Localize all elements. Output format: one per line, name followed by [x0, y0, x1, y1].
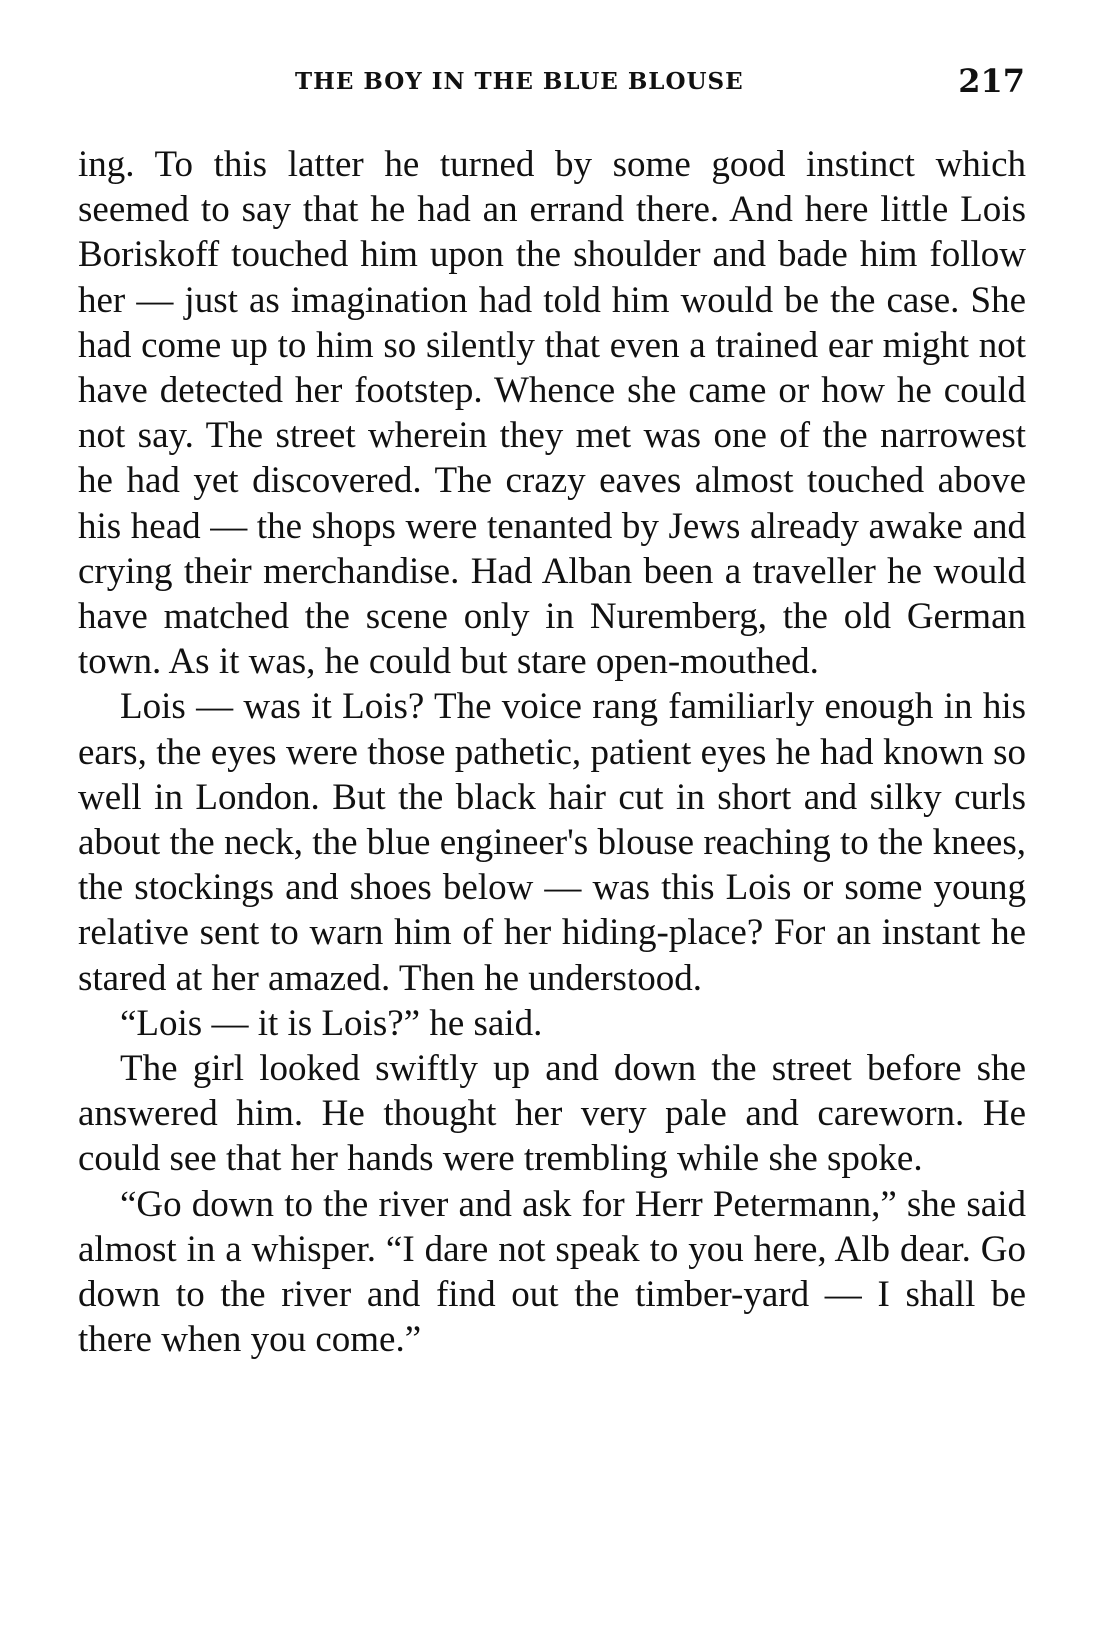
paragraph-4: The girl looked swiftly up and down the street before she answered him. He thought her very pale and careworn. He could see that her hands were trembling while she spoke.: [78, 1048, 1026, 1180]
paragraph-5: “Go down to the river and ask for Herr Petermann,” she said almost in a whisper. “I dare not speak to you here, Alb dear. Go down to the river and find out the timber-yard — I shall be there when you come.”: [78, 1183, 1026, 1361]
page-number: 217: [958, 62, 1025, 100]
paragraph-1: ing. To this latter he turned by some good instinct which seemed to say that he had an errand there. And here little Lois Boriskoff touched him upon the shoulder and bade him follow her — just as imagination had told him would be the case. She had come up to him so silently that even a trained ear might not have detected her footstep. Whence she came or how he could not say. The street wherein they met was one of the narrowest he had yet discovered. The crazy eaves almost touched above his head — the shops were tenanted by Jews already awake and crying their merchandise. Had Alban been a traveller he would have matched the scene only in Nuremberg, the old German town. As it was, he could but stare open-mouthed.: [78, 144, 1026, 683]
paragraph-3: “Lois — it is Lois?” he said.: [120, 1002, 543, 1044]
body-text: [78, 142, 1026, 1362]
paragraph-2: Lois — was it Lois? The voice rang familiarly enough in his ears, the eyes were those pathetic, patient eyes he had known so well in London. But the black hair cut in short and silky curls about the neck, the blue engineer's blouse reaching to the knees, the stockings and shoes below — was this Lois or some young relative sent to warn him of her hiding-place? For an instant he stared at her amazed. Then he understood.: [78, 686, 1026, 999]
running-head: THE BOY IN THE BLUE BLOUSE: [295, 68, 744, 95]
page-header: [80, 62, 1025, 102]
